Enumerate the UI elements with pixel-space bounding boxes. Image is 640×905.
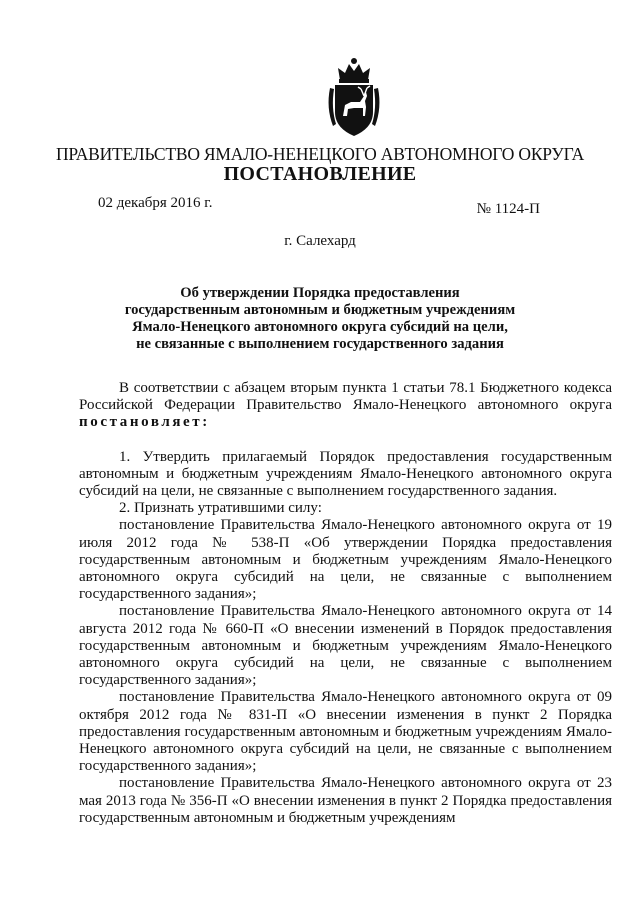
repeal-paragraph-4: постановление Правительства Ямало-Ненецкого автономного округа от 23 мая 2013 года № 356-П «О внесении изменения в пункт 2 Порядка предоставления государственным автономным и бюджетным учреждениям: [79, 775, 612, 826]
document-type: ПОСТАНОВЛЕНИЕ: [223, 163, 417, 185]
document-number: № 1124-П: [476, 201, 540, 217]
preamble-paragraph: [79, 380, 612, 432]
item-2-paragraph: 2. Признать утратившими силу:: [119, 500, 322, 517]
subject-line: государственным автономным и бюджетным учреждениям: [124, 302, 516, 318]
document-city: г. Салехард: [284, 233, 356, 249]
subject-line: Ямало-Ненецкого автономного округа субсидий на цели,: [132, 319, 508, 335]
document-body: [79, 380, 612, 827]
resolves-word: постановляет:: [79, 414, 210, 431]
document-date: 02 декабря 2016 г.: [98, 195, 213, 211]
preamble-text: В соответствии с абзацем вторым пункта 1 статьи 78.1 Бюджетного кодекса Российской Федерации Правительство Ямало-Ненецкого автономного округа: [79, 380, 612, 414]
repeal-paragraph-2: постановление Правительства Ямало-Ненецкого автономного округа от 14 августа 2012 года № 660-П «О внесении изменений в Порядок предоставления государственным автономным и бюджетным учреждениям Ямало-Ненецкого автономного округа субсидий на цели, не связанные с выполнением государственного задания»;: [79, 603, 612, 689]
subject-line: Об утверждении Порядка предоставления: [180, 285, 460, 301]
government-title: ПРАВИТЕЛЬСТВО ЯМАЛО-НЕНЕЦКОГО АВТОНОМНОГО ОКРУГА: [55, 144, 585, 164]
item-1-paragraph: 1. Утвердить прилагаемый Порядок предоставления государственным автономным и бюджетным учреждениям Ямало-Ненецкого автономного округа субсидий на цели, не связанные с выполнением государственного задания.: [79, 448, 612, 500]
coat-of-arms-icon: [324, 56, 384, 140]
repeal-paragraph-1: постановление Правительства Ямало-Ненецкого автономного округа от 19 июля 2012 года № 538-П «Об утверждении Порядка предоставления государственным автономным и бюджетным учреждениям Ямало-Ненецкого автономного округа субсидий на цели, не связанные с выполнением государственного задания»;: [79, 517, 612, 603]
repeal-paragraph-3: постановление Правительства Ямало-Ненецкого автономного округа от 09 октября 2012 года № 831-П «О внесении изменения в пункт 2 Порядка предоставления государственным автономным и бюджетным учреждениям Ямало-Ненецкого автономного округа субсидий на цели, не связанные с выполнением государственного задания»;: [79, 689, 612, 775]
subject-line: не связанные с выполнением государственного задания: [136, 336, 504, 352]
document-subject: [90, 285, 550, 353]
